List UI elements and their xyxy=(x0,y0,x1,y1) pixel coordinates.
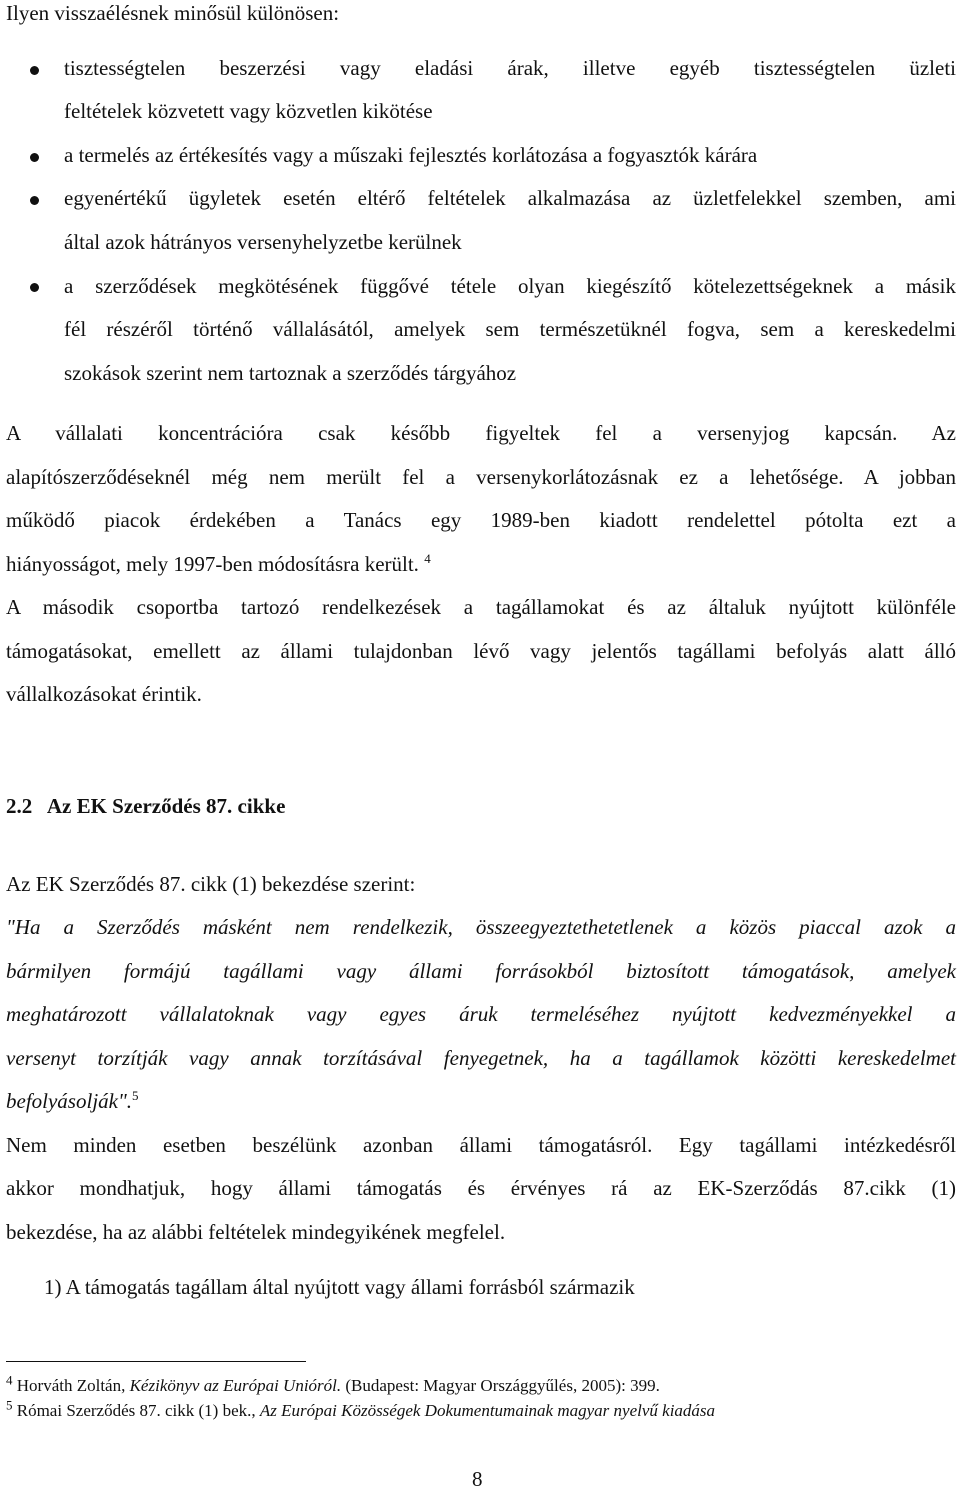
bullet-4-line-2: fél részéről történő vállalásától, amelyek sem természetüknél fogva, sem a kereskedelmi xyxy=(64,317,956,341)
quote-last-text: befolyásolják". xyxy=(6,1089,133,1113)
bullet-3-line-1: egyenértékű ügyletek esetén eltérő feltételek alkalmazása az üzletfelekkel szemben, ami xyxy=(64,186,956,210)
quote-line-4: versenyt torzítják vagy annak torzításával fenyegetnek, ha a tagállamok közötti kereskedelmet xyxy=(6,1046,956,1070)
bullet-3-line-2: által azok hátrányos versenyhelyzetbe kerülnek xyxy=(64,230,462,254)
footnote-ref-5[interactable]: 5 xyxy=(132,1088,139,1103)
section-heading: 2.2 Az EK Szerződés 87. cikke xyxy=(6,794,286,818)
para1-line-3: működő piacok érdekében a Tanács egy 1989-ben kiadott rendelettel pótolta ezt a xyxy=(6,508,956,532)
para3-line-3: bekezdése, ha az alábbi feltételek mindegyikének megfelel. xyxy=(6,1220,506,1244)
footnote-ref-4[interactable]: 4 xyxy=(424,551,431,566)
intro-text: Ilyen visszaélésnek minősül különösen: xyxy=(6,1,340,25)
para3-line-1: Nem minden esetben beszélünk azonban állami támogatásról. Egy tagállami intézkedésről xyxy=(6,1133,956,1157)
footnote-5-text: Római Szerződés 87. cikk (1) bek., xyxy=(16,1401,256,1420)
bullet-dot-icon xyxy=(30,66,39,75)
footnote-4-number: 4 xyxy=(6,1372,13,1388)
para1-line-2: alapítószerződéseknél még nem merült fel a versenykorlátozásnak ez a lehetősége. A jobban xyxy=(6,465,956,489)
footnote-5 xyxy=(6,1397,716,1420)
para2-line-3: vállalkozásokat érintik. xyxy=(6,682,202,706)
para1-line-1: A vállalati koncentrációra csak később figyeltek fel a versenyjog kapcsán. Az xyxy=(6,421,956,445)
quote-line-2: bármilyen formájú tagállami vagy állami forrásokból biztosított támogatások, amelyek xyxy=(6,959,956,983)
bullet-1-line-2: feltételek közvetett vagy közvetlen kikötése xyxy=(64,99,433,123)
quote-intro: Az EK Szerződés 87. cikk (1) bekezdése szerint: xyxy=(6,872,416,896)
bullet-2-line-1: a termelés az értékesítés vagy a műszaki fejlesztés korlátozása a fogyasztók kárára xyxy=(64,143,758,167)
quote-line-5 xyxy=(6,1088,139,1113)
quote-line-3: meghatározott vállalatoknak vagy egyes áruk termeléséhez nyújtott kedvezményekkel a xyxy=(6,1002,956,1026)
page-number: 8 xyxy=(472,1467,483,1491)
footnote-4-rest: (Budapest: Magyar Országgyűlés, 2005): 399. xyxy=(345,1376,660,1395)
para1-line-4 xyxy=(6,551,431,576)
para3-line-2: akkor mondhatjuk, hogy állami támogatás és érvényes rá az EK-Szerződás 87.cikk (1) xyxy=(6,1176,956,1200)
numbered-item-1: 1) A támogatás tagállam által nyújtott vagy állami forrásból származik xyxy=(44,1275,635,1299)
bullet-dot-icon xyxy=(30,196,39,205)
bullet-4-line-1: a szerződések megkötésének függővé tétele olyan kiegészítő kötelezettségeknek a másik xyxy=(64,274,956,298)
footnote-separator xyxy=(6,1361,306,1362)
para2-line-1: A második csoportba tartozó rendelkezések a tagállamokat és az általuk nyújtott különféle xyxy=(6,595,956,619)
bullet-dot-icon xyxy=(30,153,39,162)
bullet-4-line-3: szokások szerint nem tartoznak a szerződés tárgyához xyxy=(64,361,517,385)
bullet-1-line-1: tisztességtelen beszerzési vagy eladási árak, illetve egyéb tisztességtelen üzleti xyxy=(64,56,956,80)
footnote-5-title: Az Európai Közösségek Dokumentumainak magyar nyelvű kiadása xyxy=(259,1401,716,1420)
footnote-4-title: Kézikönyv az Európai Unióról. xyxy=(129,1376,342,1395)
footnote-4-author: Horváth Zoltán, xyxy=(16,1376,126,1395)
para1-last-text: hiányosságot, mely 1997-ben módosításra került. xyxy=(6,552,419,576)
quote-line-1: "Ha a Szerződés másként nem rendelkezik, összeegyeztethetetlenek a közös piaccal azok a xyxy=(6,915,956,939)
para2-line-2: támogatásokat, emellett az állami tulajdonban lévő vagy jelentős tagállami befolyás alatt álló xyxy=(6,639,956,663)
bullet-dot-icon xyxy=(30,283,39,292)
footnote-5-number: 5 xyxy=(6,1397,13,1413)
footnote-4 xyxy=(6,1372,660,1395)
